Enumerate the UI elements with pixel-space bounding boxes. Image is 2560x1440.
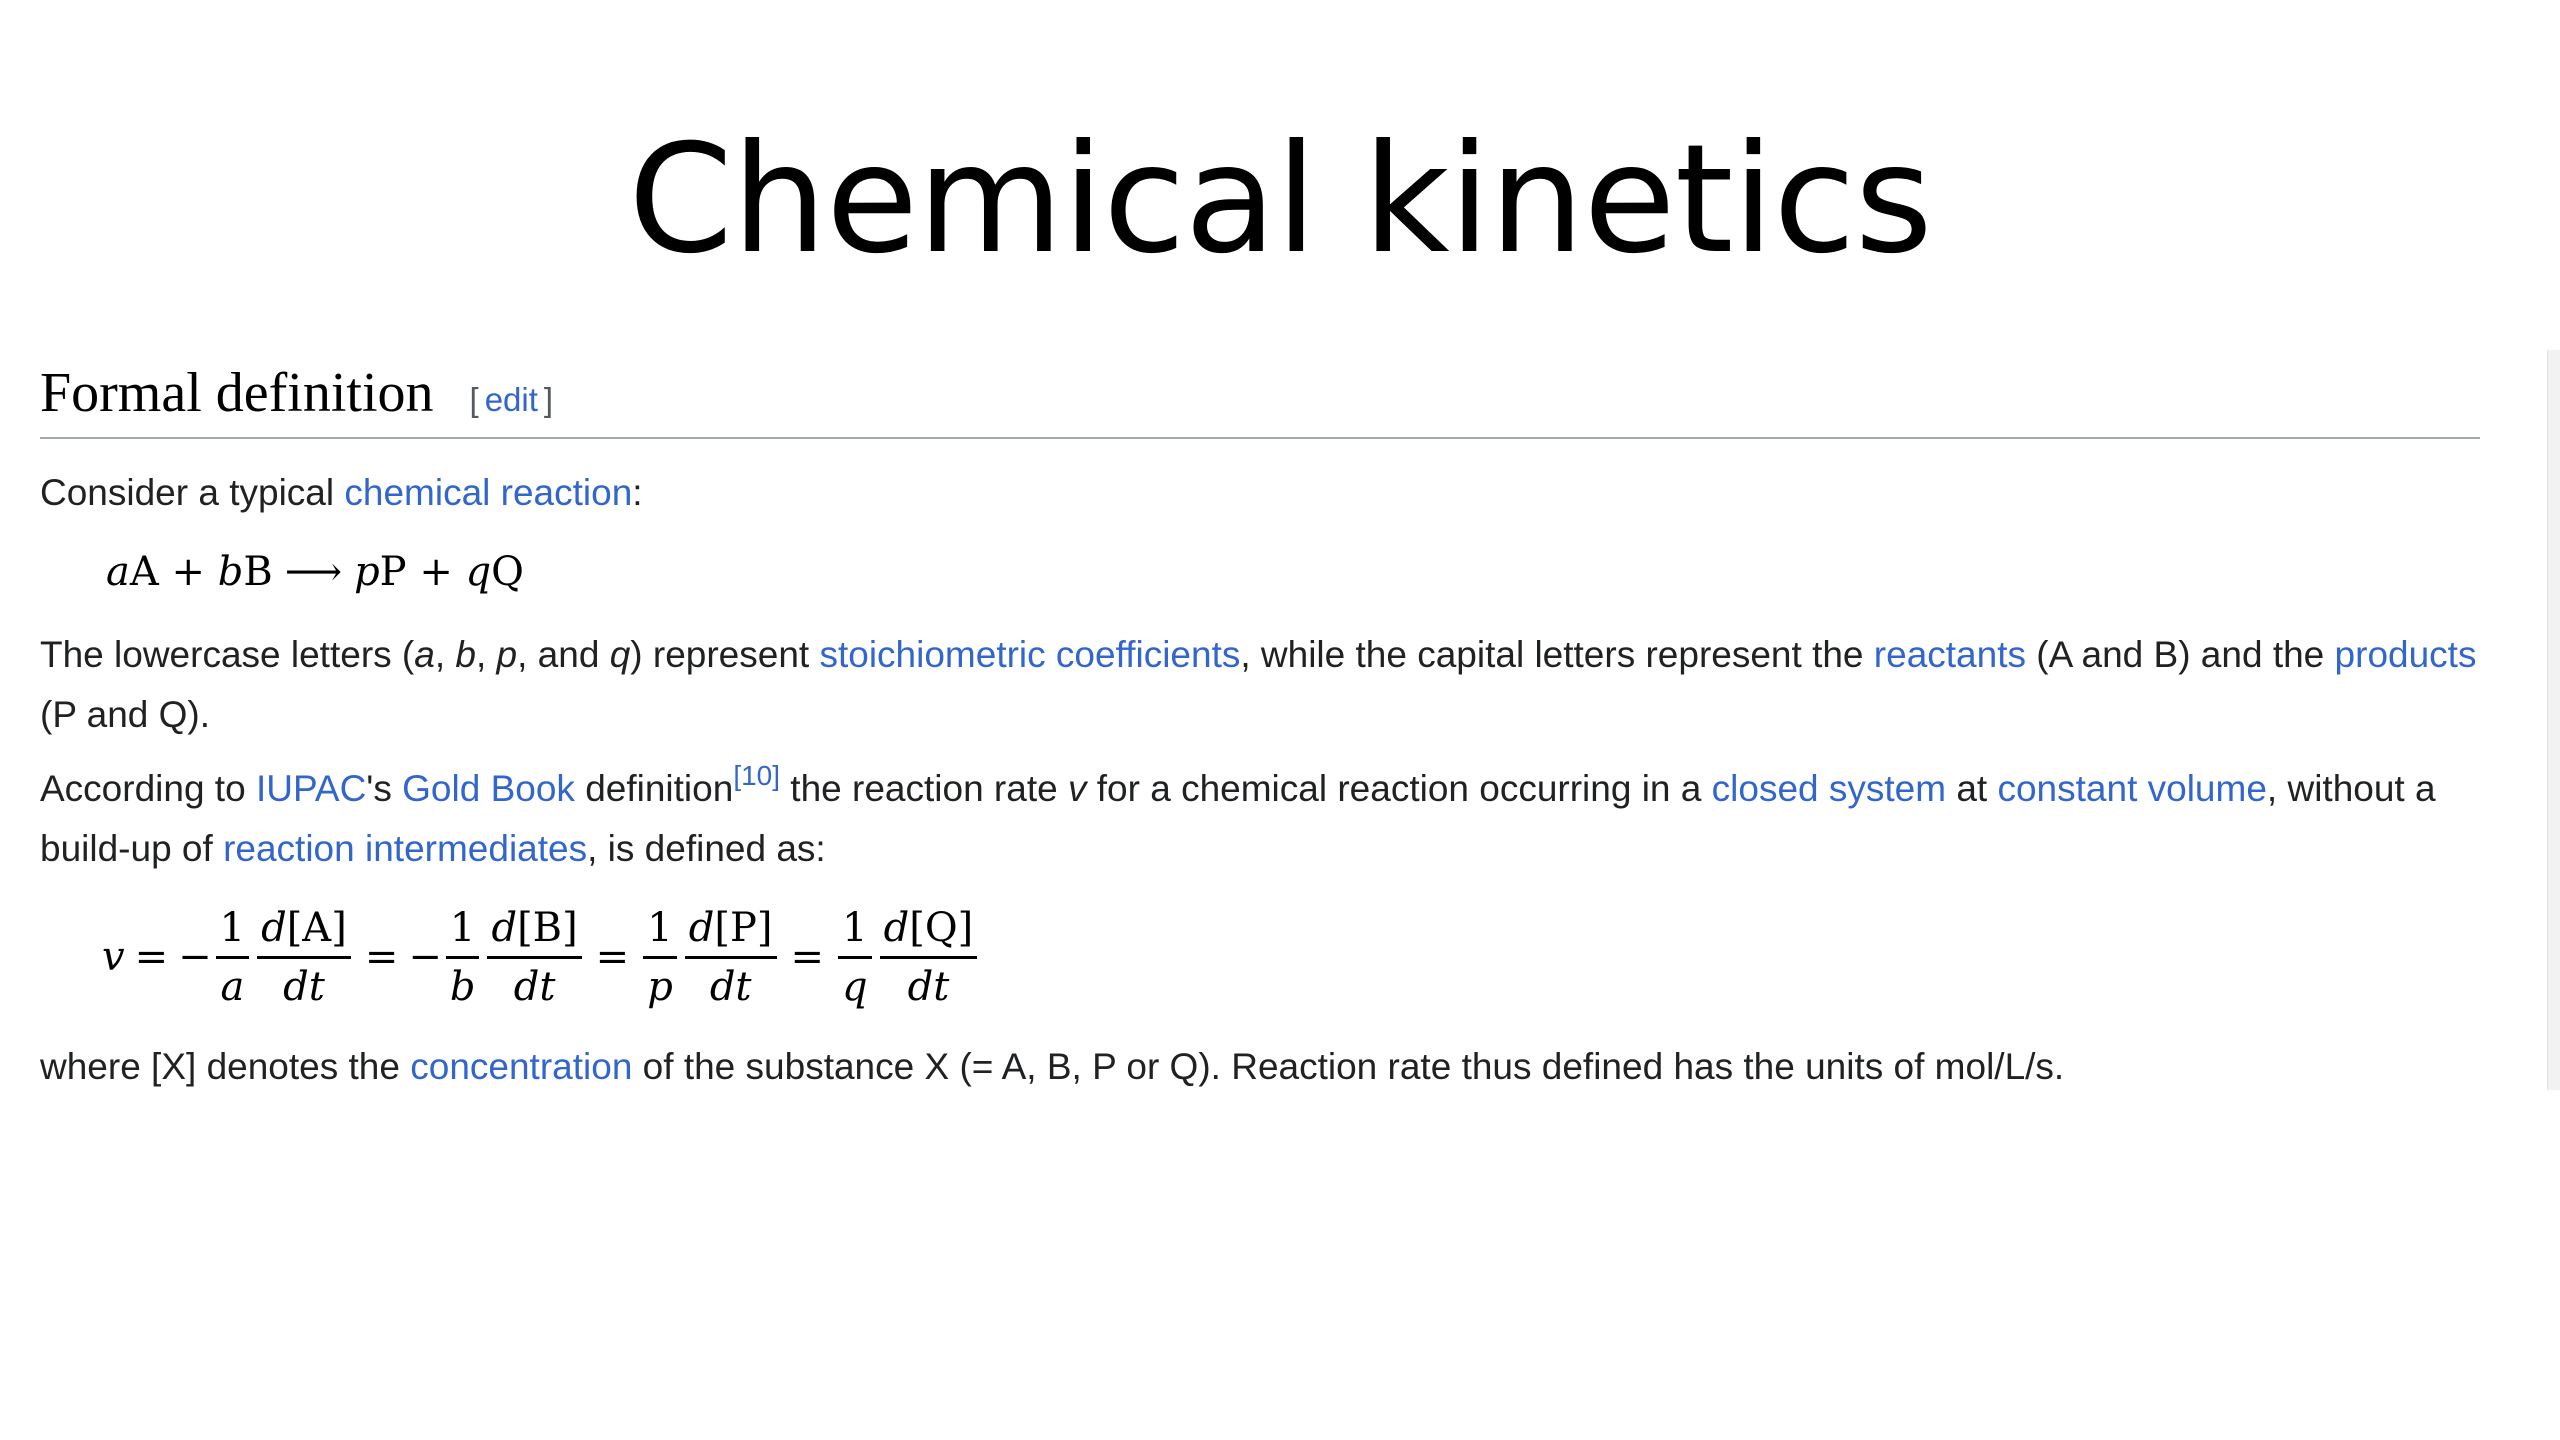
text: where [X] denotes the xyxy=(40,1046,411,1087)
text: : xyxy=(632,472,643,513)
denominator: q xyxy=(842,963,868,1010)
equals-sign: = xyxy=(595,934,630,980)
paragraph-coefficients xyxy=(40,625,2480,745)
text: , xyxy=(434,634,456,675)
equals-sign: = xyxy=(364,934,399,980)
numerator xyxy=(685,900,777,959)
section-heading xyxy=(40,355,2480,439)
denominator: dt xyxy=(513,963,556,1010)
coefficient-q: q xyxy=(465,549,492,595)
edit-bracket-close: ] xyxy=(543,381,554,418)
edit-link[interactable]: edit xyxy=(484,381,538,418)
denominator: dt xyxy=(709,963,752,1010)
reaction-equation xyxy=(106,537,2480,607)
fraction-dP-dt xyxy=(685,900,777,1015)
var-q: q xyxy=(609,634,631,675)
article-section xyxy=(40,355,2480,1111)
fraction-one-over-q xyxy=(838,900,872,1015)
edit-section-control xyxy=(470,381,554,419)
d-symbol: d xyxy=(883,904,910,951)
numerator: 1 xyxy=(446,900,479,959)
numerator xyxy=(487,900,581,959)
scrollbar-track[interactable] xyxy=(2547,350,2560,1090)
paragraph-concentration xyxy=(40,1037,2480,1097)
coefficient-a: a xyxy=(106,549,130,595)
d-symbol: d xyxy=(261,904,287,951)
reaction-arrow: ⟶ xyxy=(284,549,343,595)
link-reaction-intermediates[interactable]: reaction intermediates xyxy=(223,828,588,869)
text: definition xyxy=(574,768,734,809)
link-closed-system[interactable]: closed system xyxy=(1711,768,1947,809)
paragraph-iupac-definition xyxy=(40,759,2480,879)
equals-sign: = xyxy=(134,934,169,980)
text: ) represent xyxy=(630,634,820,675)
rate-equation xyxy=(102,893,2480,1021)
rate-symbol: v xyxy=(102,934,125,980)
text: the reaction rate xyxy=(780,768,1068,809)
d-symbol: d xyxy=(491,904,518,951)
species-b: B xyxy=(243,549,273,595)
fraction-dA-dt xyxy=(257,900,351,1015)
link-chemical-reaction[interactable]: chemical reaction xyxy=(344,472,633,513)
numerator xyxy=(880,900,978,959)
text: , while the capital letters represent the xyxy=(1240,634,1874,675)
var-a: a xyxy=(414,634,435,675)
text: 's xyxy=(366,768,403,809)
text: , and xyxy=(517,634,610,675)
species-a: A xyxy=(129,549,159,595)
link-reactants[interactable]: reactants xyxy=(1873,634,2026,675)
species-conc: [B] xyxy=(517,904,578,951)
coefficient-b: b xyxy=(217,549,244,595)
var-b: b xyxy=(455,634,476,675)
text: Consider a typical xyxy=(40,472,345,513)
text: , without a build-up of xyxy=(40,768,2436,869)
text: (A and B) and the xyxy=(2026,634,2335,675)
text: of the substance X (= A, B, P or Q). Reaction rate thus defined has the units of mol/L/s. xyxy=(632,1046,2065,1087)
link-products[interactable]: products xyxy=(2334,634,2477,675)
edit-bracket-open: [ xyxy=(469,381,479,418)
text: According to xyxy=(40,768,256,809)
numerator xyxy=(257,900,351,959)
section-heading-text: Formal definition xyxy=(40,362,434,424)
minus-sign: − xyxy=(408,934,442,980)
plus-sign: + xyxy=(171,549,205,595)
text: , xyxy=(475,634,497,675)
link-constant-volume[interactable]: constant volume xyxy=(1997,768,2267,809)
reference-10[interactable]: [10] xyxy=(733,760,781,791)
species-conc: [P] xyxy=(714,904,773,951)
link-concentration[interactable]: concentration xyxy=(410,1046,633,1087)
fraction-one-over-b xyxy=(446,900,480,1015)
species-conc: [A] xyxy=(286,904,347,951)
text: The lowercase letters ( xyxy=(40,634,415,675)
equals-sign: = xyxy=(790,934,825,980)
text: at xyxy=(1946,768,1998,809)
fraction-dB-dt xyxy=(487,900,581,1015)
d-symbol: d xyxy=(688,904,715,951)
species-p: P xyxy=(379,549,407,595)
coefficient-p: p xyxy=(354,549,380,595)
numerator: 1 xyxy=(838,900,871,959)
plus-sign: + xyxy=(419,549,453,595)
fraction-one-over-p xyxy=(643,900,677,1015)
link-iupac[interactable]: IUPAC xyxy=(255,768,367,809)
numerator: 1 xyxy=(643,900,676,959)
text: (P and Q). xyxy=(40,694,211,735)
slide-title: Chemical kinetics xyxy=(628,113,1932,287)
link-gold-book[interactable]: Gold Book xyxy=(402,768,575,809)
link-stoichiometric-coefficients[interactable]: stoichiometric coefficients xyxy=(819,634,1241,675)
numerator: 1 xyxy=(216,900,249,959)
var-v: v xyxy=(1067,768,1087,809)
denominator: b xyxy=(449,963,476,1010)
var-p: p xyxy=(496,634,518,675)
fraction-dQ-dt xyxy=(880,900,978,1015)
denominator: dt xyxy=(283,963,325,1010)
text: for a chemical reaction occurring in a xyxy=(1086,768,1712,809)
minus-sign: − xyxy=(178,934,212,980)
denominator: a xyxy=(220,963,245,1010)
species-conc: [Q] xyxy=(909,904,974,951)
denominator: dt xyxy=(907,963,950,1010)
paragraph-intro xyxy=(40,463,2480,523)
species-q: Q xyxy=(491,549,524,595)
fraction-one-over-a xyxy=(216,900,249,1015)
text: , is defined as: xyxy=(587,828,826,869)
denominator: p xyxy=(647,963,673,1010)
